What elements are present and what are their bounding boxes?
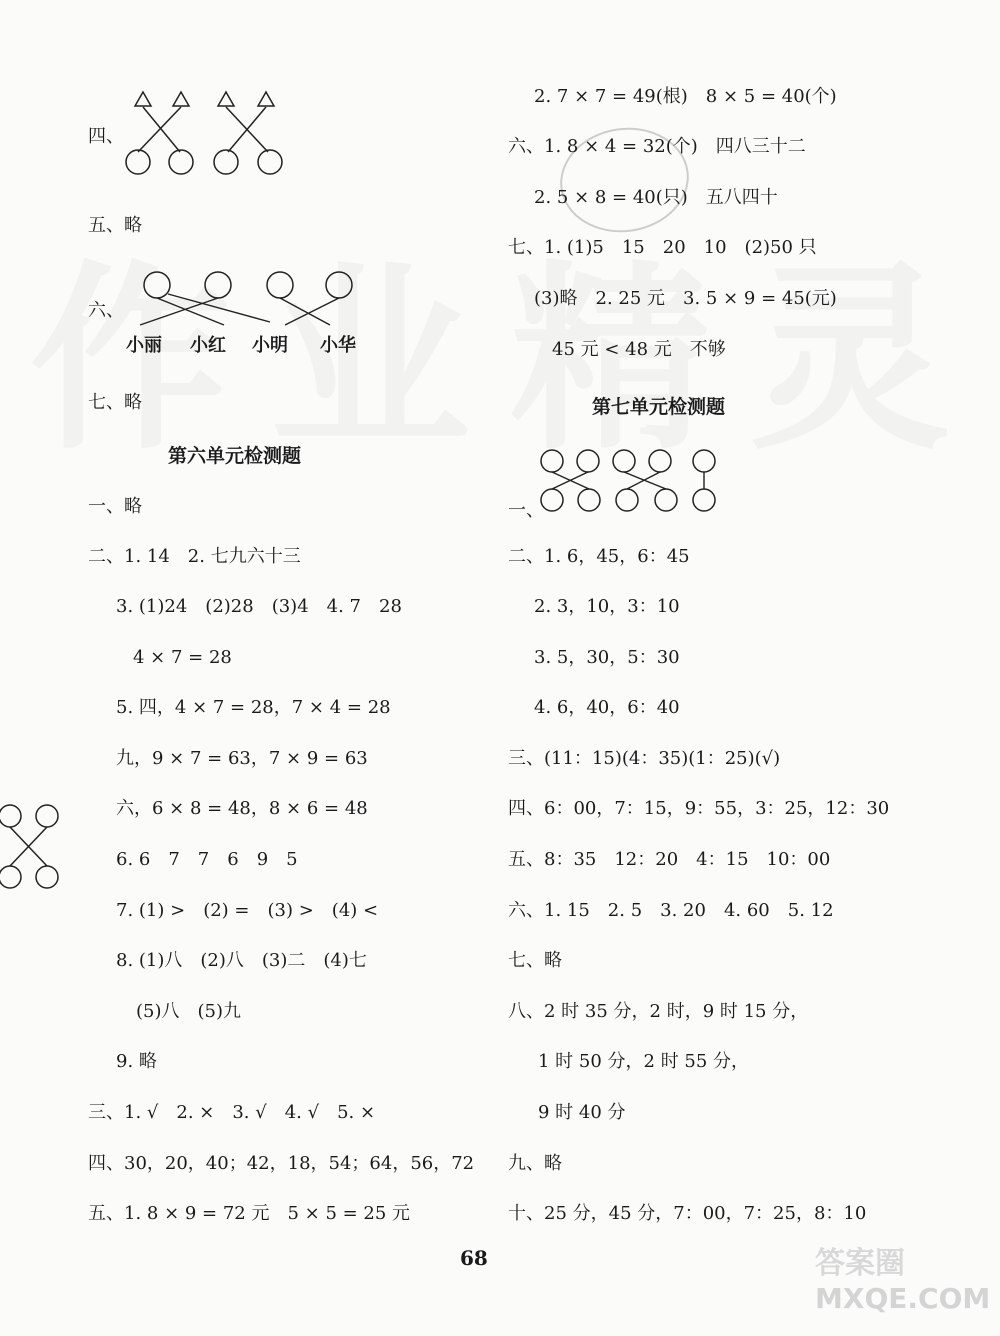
q7-text: 七、略 [88,392,142,413]
q4-label: 四、 [88,126,124,147]
u7-q7: 七、略 [508,950,562,971]
margin-circles [0,805,58,888]
triangle-shape-4 [258,92,274,106]
u7-q2-d: 4. 6，40，6：40 [534,697,680,718]
name-xiaohua: 小华 [320,335,356,356]
u7-q8-a: 八、2 时 35 分，2 时，9 时 15 分， [508,1001,809,1022]
u7-q8-b: 1 时 50 分，2 时 55 分， [538,1051,750,1072]
circles-q4 [126,150,282,174]
name-xiaohong: 小红 [190,335,226,356]
match-lines-u7 [552,472,704,489]
u6-q2-b: 3. (1)24 (2)28 (3)4 4. 7 28 [116,596,402,617]
triangle-shape-2 [173,92,189,106]
u6-q4: 四、30，20，40；42，18，54；64，56，72 [88,1153,475,1174]
u7-q6: 六、1. 15 2. 5 3. 20 4. 60 5. 12 [508,900,834,921]
corner-url: MXQE.COM [815,1282,991,1315]
u7-q2-c: 3. 5，30，5：30 [534,647,680,668]
r-line-4: 七、1. (1)5 15 20 10 (2)50 只 [508,237,817,258]
q5-text: 五、略 [88,215,142,236]
u6-q2-i: 8. (1)八 (2)八 (3)二 (4)七 [116,950,367,971]
u7-q1: 一、 [508,500,544,521]
u6-q1: 一、略 [88,496,142,517]
name-xiaoming: 小明 [252,335,288,356]
triangles-group [135,92,274,106]
circles-u7-top [541,450,715,472]
triangle-shape-3 [218,92,234,106]
u7-q9: 九、略 [508,1153,562,1174]
u6-q5: 五、1. 8 × 9 = 72 元 5 × 5 = 25 元 [88,1203,411,1224]
r-line-5: (3)略 2. 25 元 3. 5 × 9 = 45(元) [534,288,837,309]
u6-q2-c: 4 × 7 = 28 [133,647,232,668]
unit6-title: 第六单元检测题 [168,445,302,467]
triangle-shape-1 [135,92,151,106]
u6-q2-k: 9. 略 [116,1051,157,1072]
name-xiaoli: 小丽 [126,335,162,356]
u7-q2-b: 2. 3，10，3：10 [534,596,680,617]
u7-q10: 十、25 分，45 分，7：00，7：25，8：10 [508,1203,867,1224]
u7-q5: 五、8：35 12：20 4：15 10：00 [508,849,831,870]
circles-q6 [144,272,352,298]
unit7-title: 第七单元检测题 [592,396,726,418]
u6-q2-j: (5)八 (5)九 [136,1001,241,1022]
page-number: 68 [460,1246,488,1270]
match-lines-q6 [140,294,339,325]
q6-label: 六、 [88,300,124,321]
r-line-2: 六、1. 8 × 4 = 32(个) 四八三十二 [508,136,806,157]
r-line-1: 2. 7 × 7 = 49(根) 8 × 5 = 40(个) [534,86,837,107]
u6-q3: 三、1. √ 2. × 3. √ 4. √ 5. × [88,1102,376,1123]
cross-lines-q4 [138,107,268,152]
u6-q2-e: 九，9 × 7 = 63，7 × 9 = 63 [116,748,368,769]
r-line-6: 45 元 < 48 元 不够 [552,339,726,360]
r-line-3: 2. 5 × 8 = 40(只) 五八四十 [534,187,778,208]
u7-q8-c: 9 时 40 分 [538,1102,626,1123]
circles-u7-bottom [541,489,715,511]
u7-q2-a: 二、1. 6，45，6：45 [508,546,690,567]
u6-q2-f: 六，6 × 8 = 48，8 × 6 = 48 [116,798,368,819]
u7-q3: 三、(11：15)(4：35)(1：25)(√) [508,748,781,769]
u6-q2-g: 6. 6 7 7 6 9 5 [116,849,298,870]
u6-q2-h: 7. (1) > (2) = (3) > (4) < [116,900,379,921]
u6-q2-a: 二、1. 14 2. 七九六十三 [88,546,301,567]
u6-q2-d: 5. 四，4 × 7 = 28，7 × 4 = 28 [116,697,391,718]
u7-q4: 四、6：00，7：15，9：55，3：25，12：30 [508,798,890,819]
corner-logo: 答案圈 [815,1246,905,1281]
